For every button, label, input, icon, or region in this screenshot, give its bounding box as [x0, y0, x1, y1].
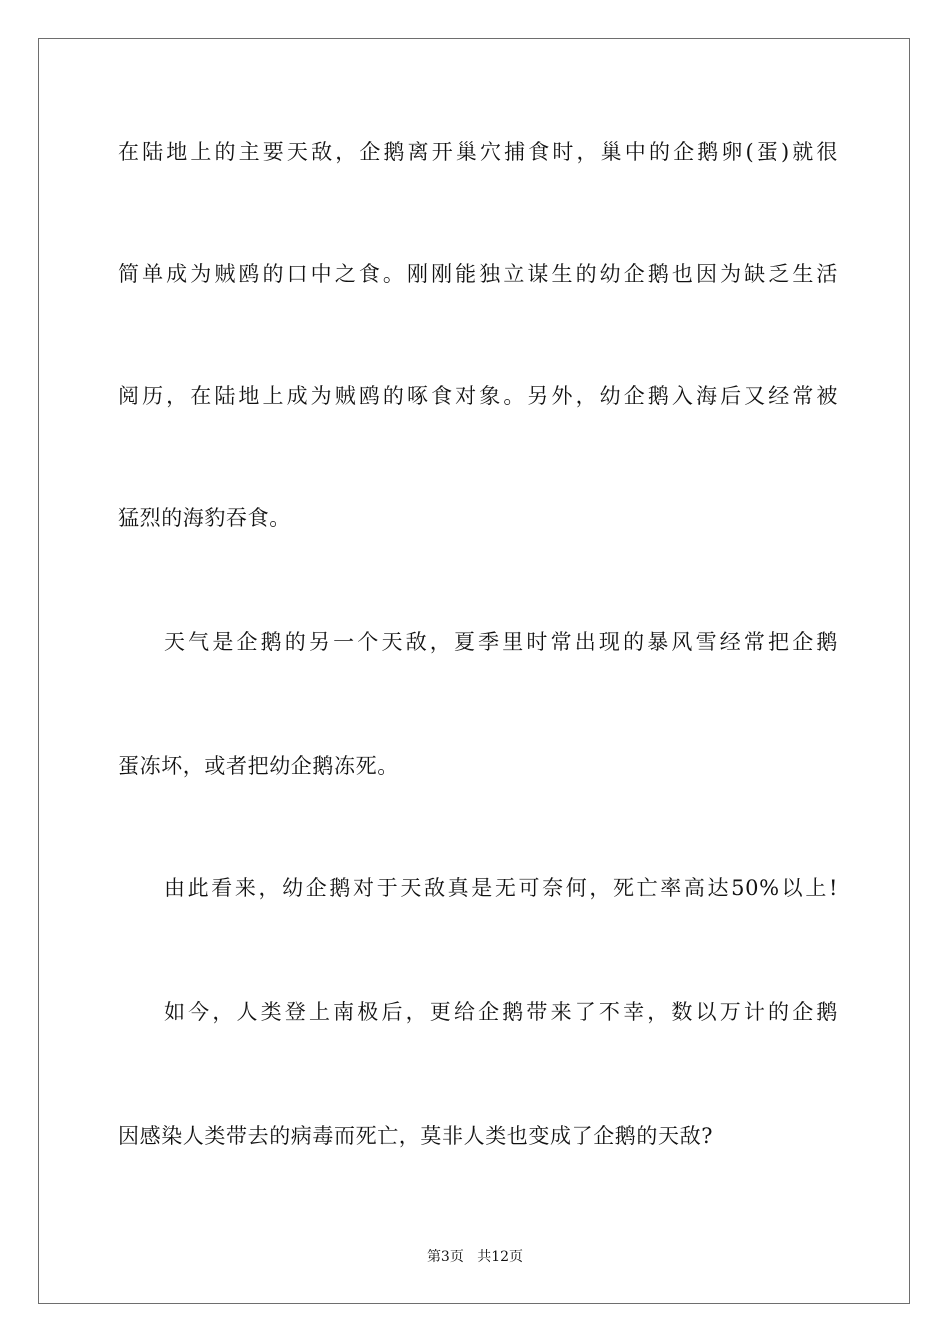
- text-line-1: 在陆地上的主要天敌，企鹅离开巢穴捕食时，巢中的企鹅卵(蛋)就很: [118, 140, 838, 164]
- page-footer: [0, 1248, 950, 1266]
- text-line-2: 简单成为贼鸥的口中之食。刚刚能独立谋生的幼企鹅也因为缺乏生活: [118, 262, 838, 286]
- text-line-9: 因感染人类带去的病毒而死亡，莫非人类也变成了企鹅的天敌?: [118, 1124, 714, 1148]
- text-line-6: 蛋冻坏，或者把幼企鹅冻死。: [118, 754, 399, 778]
- page-total: 共12页: [477, 1249, 524, 1265]
- text-line-3: 阅历，在陆地上成为贼鸥的啄食对象。另外，幼企鹅入海后又经常被: [118, 384, 838, 408]
- text-line-5: 天气是企鹅的另一个天敌，夏季里时常出现的暴风雪经常把企鹅: [164, 630, 838, 654]
- page-border: [38, 38, 910, 1304]
- text-line-4: 猛烈的海豹吞食。: [118, 506, 291, 530]
- text-line-7: 由此看来，幼企鹅对于天敌真是无可奈何，死亡率高达50%以上!: [164, 876, 838, 900]
- page-number: 第3页: [426, 1249, 464, 1265]
- text-line-8: 如今，人类登上南极后，更给企鹅带来了不幸，数以万计的企鹅: [164, 1000, 838, 1024]
